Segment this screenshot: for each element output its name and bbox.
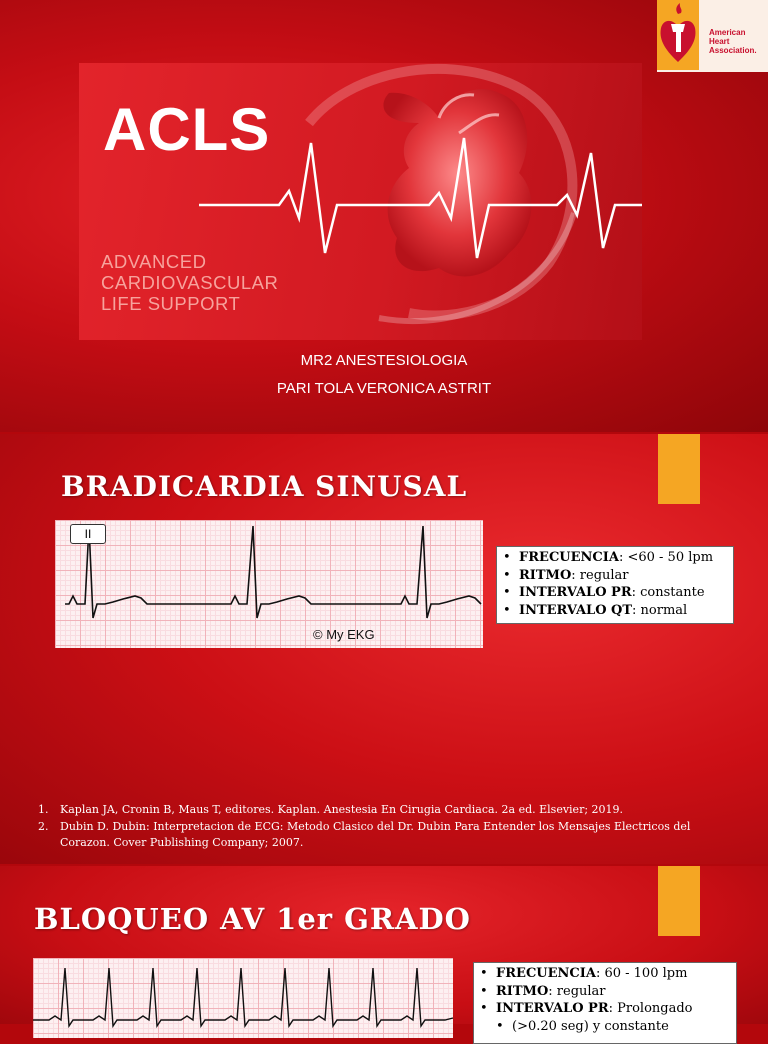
info-intervalo-pr: • INTERVALO PR: Prolongado [480,1000,730,1018]
info-intervalo-pr-cont: • (>0.20 seg) y constante [480,1018,730,1036]
subtitle-line-1: ADVANCED [101,251,207,272]
acls-banner [79,63,642,340]
slide-bradicardia [0,434,768,864]
info-box [496,546,734,624]
slide-title: BRADICARDIA SINUSAL [61,470,468,503]
info-frecuencia: • FRECUENCIA: <60 - 50 lpm [503,549,727,567]
presenter-name: PARI TOLA VERONICA ASTRIT [276,380,492,397]
heart-torch-icon [657,0,707,70]
subtitle-line-3: LIFE SUPPORT [101,293,241,314]
banner-subtitle [101,251,278,314]
accent-tab [658,866,700,936]
aha-logo [657,0,768,72]
references [38,802,738,852]
ekg-copyright: © My EKG [313,627,375,642]
ekg-trace [55,520,483,648]
slide-title: BLOQUEO AV 1er GRADO [34,902,471,936]
info-box [473,962,737,1044]
ekg-strip [33,958,453,1038]
info-ritmo: • RITMO: regular [480,983,730,1001]
ekg-trace [33,958,453,1038]
info-intervalo-qt: • INTERVALO QT: normal [503,602,727,620]
logo-line-1: American [709,28,746,37]
accent-tab [658,434,700,504]
info-frecuencia: • FRECUENCIA: 60 - 100 lpm [480,965,730,983]
ekg-lead-label: II [70,524,106,544]
ekg-strip [55,520,483,648]
presenter-role: MR2 ANESTESIOLOGIA [300,352,468,369]
logo-line-3: Association. [709,46,757,55]
slide-title [0,0,768,432]
reference-item: 2. Dubin D. Dubin: Interpretacion de ECG: Metodo Clasico del Dr. Dubin Para Entender los Mensajes Electricos del Corazon. Cover Publishing Company; 2007. [38,819,691,849]
banner-title: ACLS [103,96,271,163]
slide-bloqueo-av [0,866,768,1034]
aha-logo-text [709,28,757,55]
info-intervalo-pr: • INTERVALO PR: constante [503,584,727,602]
subtitle-line-2: CARDIOVASCULAR [101,272,279,293]
logo-line-2: Heart [709,37,730,46]
reference-item: 1. Kaplan JA, Cronin B, Maus T, editores. Kaplan. Anestesia En Cirugia Cardiaca. 2a ed. Elsevier; 2019. [38,803,624,816]
info-ritmo: • RITMO: regular [503,567,727,585]
